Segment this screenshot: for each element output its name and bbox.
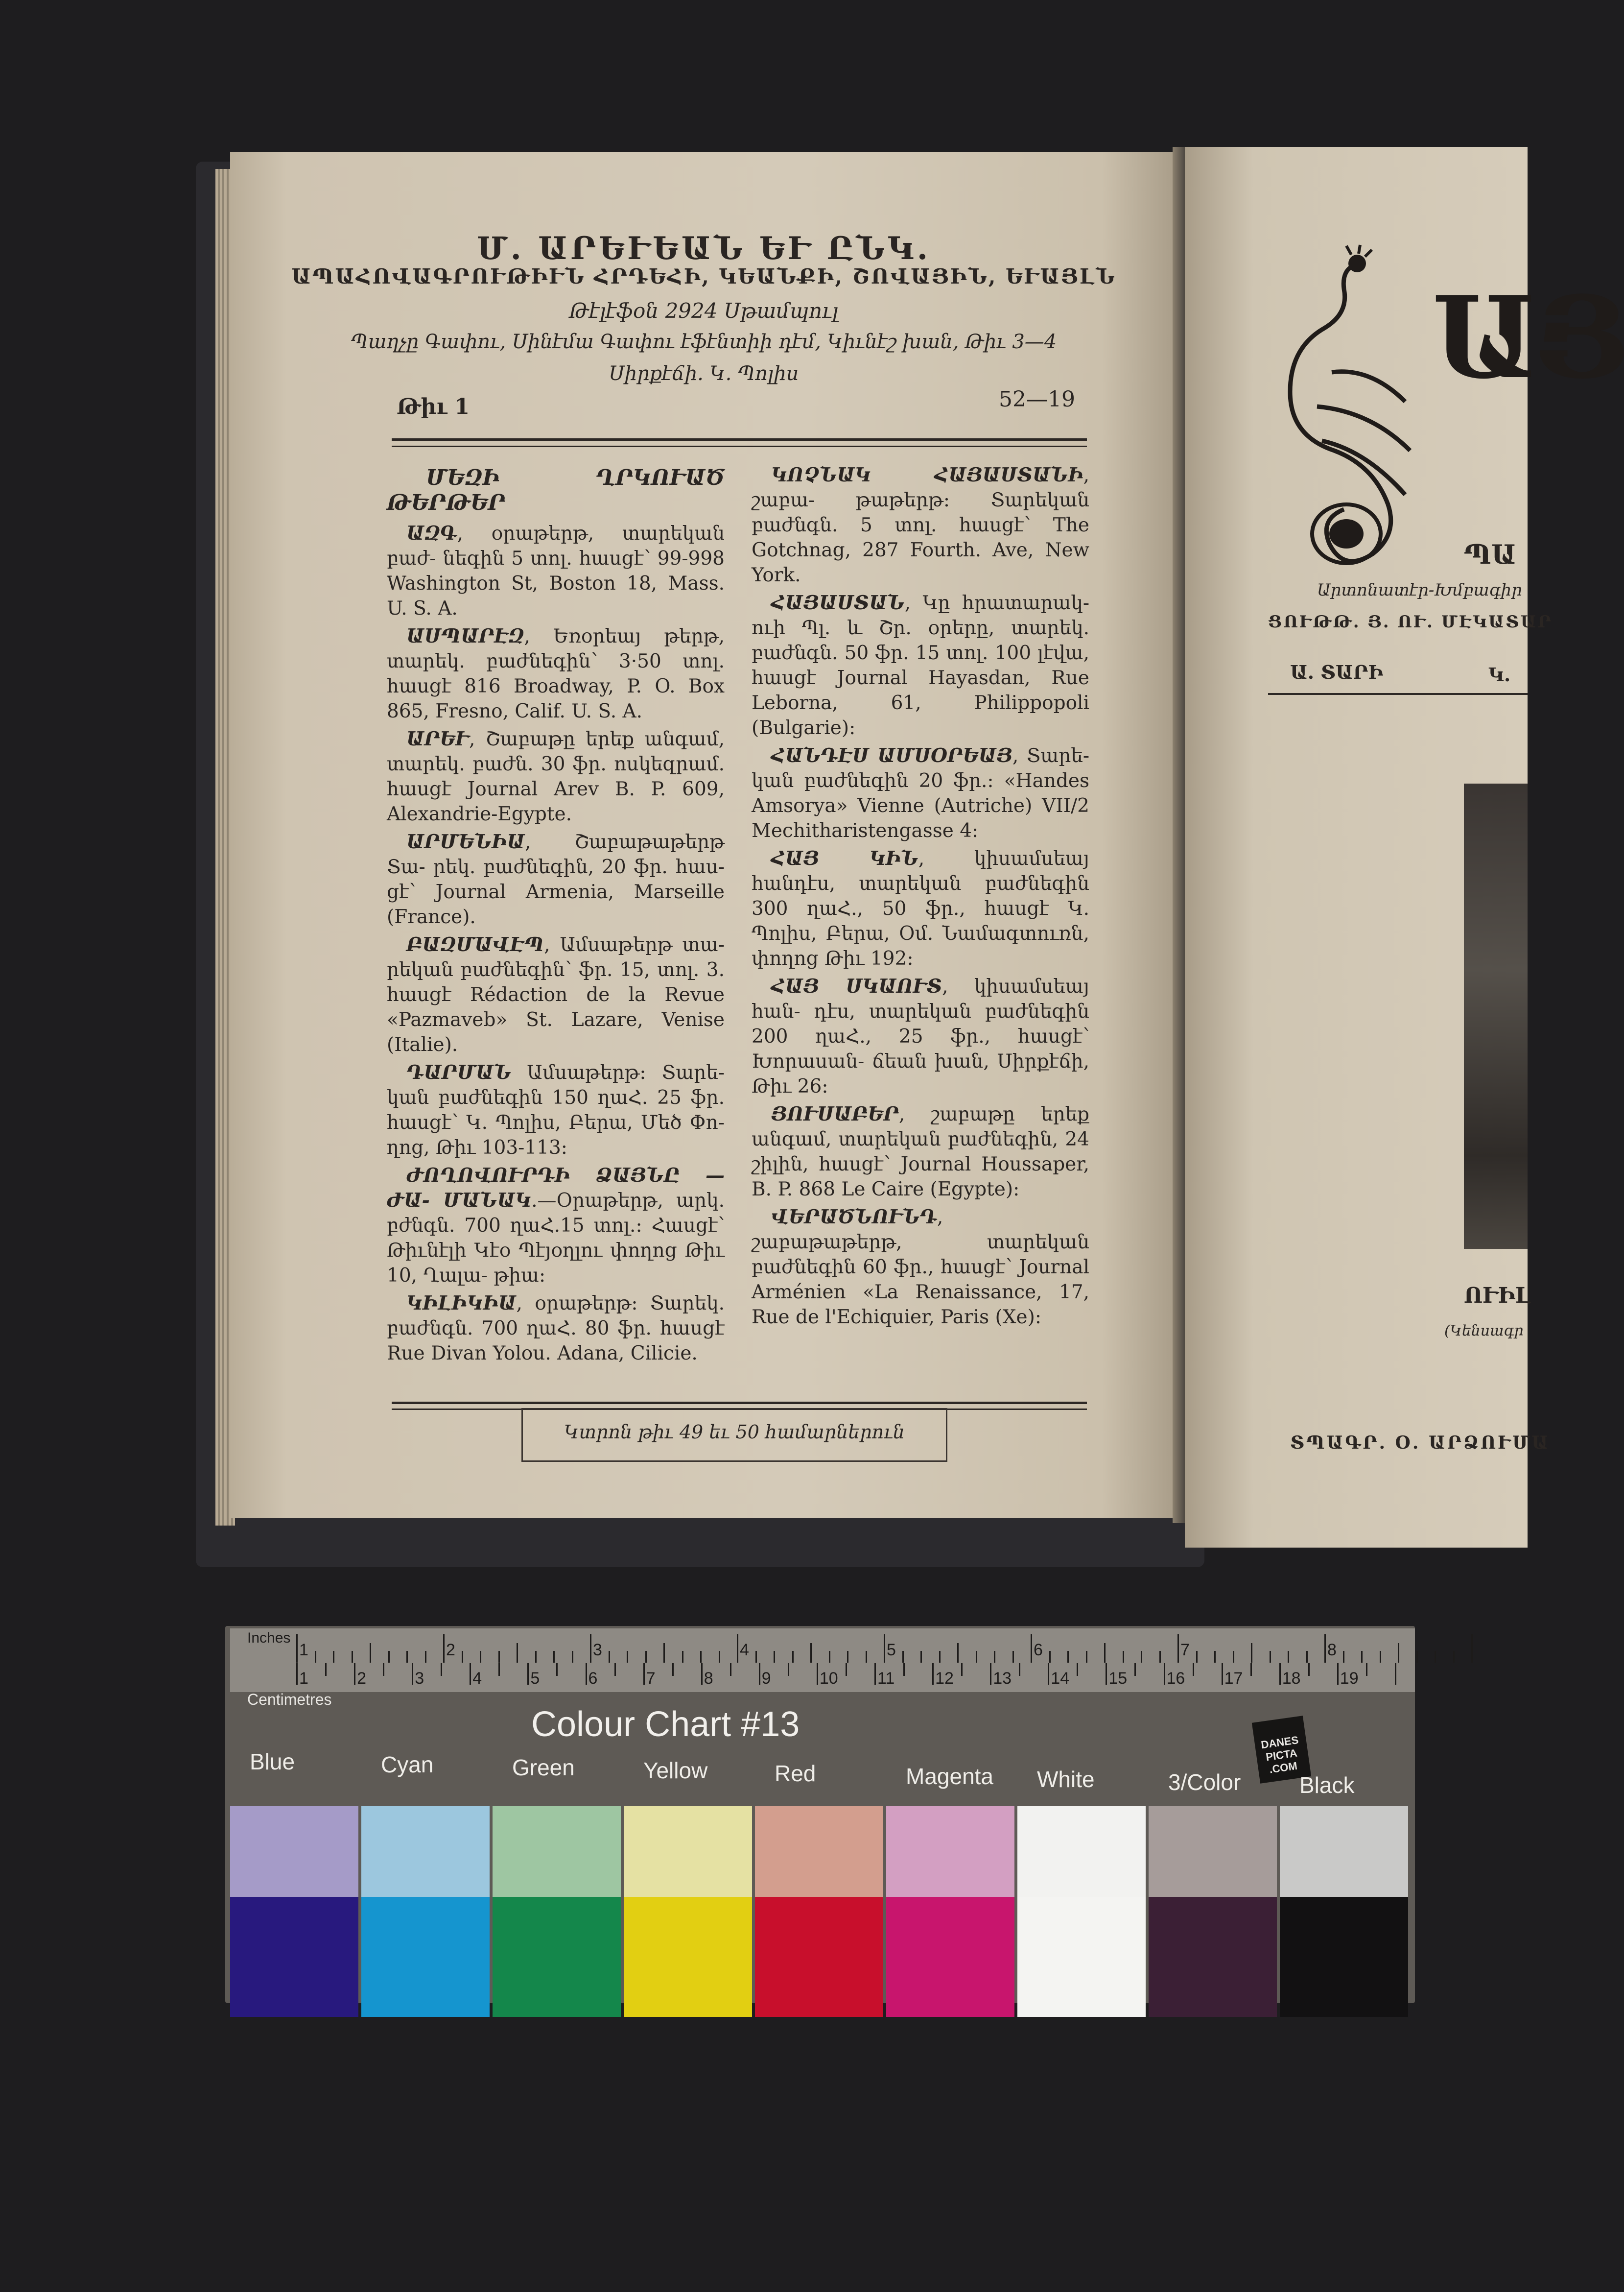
- ruler-inch-tick: [462, 1651, 463, 1663]
- ruler-cm-tick: [903, 1663, 905, 1676]
- colour-swatch-dark: [624, 1897, 752, 2017]
- ruler-cm-number: 6: [588, 1669, 598, 1688]
- listing-entry: ՀԱՅ ԿԻՆ, կիսամսեայ հանդէս, տարեկան բաժնեգին 300 ղաՀ., 50 ֆր., հասցէ Կ. Պոլիս, Բերա, Օմ. Նամագտուռն, փողոց Թիւ 192։: [752, 847, 1089, 970]
- ruler-inch-tick: [1104, 1643, 1106, 1663]
- masthead-subtitle: ՊԱ: [1464, 539, 1516, 570]
- ruler-inch-tick: [884, 1634, 885, 1663]
- listing-name: ԴԱՐՄԱՆ: [406, 1061, 512, 1084]
- issue-number: Թիւ 1: [397, 394, 470, 419]
- listing-text: Եռօրեայ թերթ, տարեկ. բաժնեգին՝ 3·50 տոլ. հասցէ 816 Broadway, P. O. Box 865, Fresno, Calif. U. S. A.: [387, 625, 725, 722]
- ruler-inch-tick: [645, 1651, 647, 1663]
- ruler-cm-tick: [498, 1663, 500, 1676]
- ruler-cm-tick: [1134, 1663, 1136, 1676]
- peacock-ornament-icon: [1273, 245, 1430, 578]
- listing-name: ՅՈՒՍԱԲԵՐ: [771, 1103, 899, 1125]
- listing-entry: [387, 1060, 725, 1160]
- ruler-inch-tick: [994, 1651, 995, 1663]
- ruler-cm-tick: [1366, 1663, 1367, 1676]
- ruler-inch-tick: [829, 1651, 830, 1663]
- ruler-cm-tick: [932, 1663, 934, 1685]
- listing-entry: ԱՐԵՒ, Շաբաթը երեք անգամ, տարեկ. բաժն. 30 ֆր. ոսկեզրամ. հասցէ Journal Arev B. P. 609, Alexandrie-Egypte.: [387, 728, 725, 825]
- ruler-cm-tick: [1077, 1663, 1078, 1676]
- publisher-subtitle: ԱՊԱՀՈՎԱԳՐՈՒԹԻՒՆ ՀՐԴԵՀԻ, ԿԵԱՆՔԻ, ՇՈՎԱՅԻՆ, ԵՒԱՅԼՆ: [291, 264, 1116, 288]
- listing-text: Կը հրատարակ- ուի Պլ. և Շր. օրերը, տարեկ. բաժնգն. 50 ֆր. 15 տոլ. 100 լէվա, հասցէ Journal Hayasdan, Rue Leborna, 61, Philippopoli (Bulgarie)։: [752, 592, 1089, 739]
- listing-text: շաբա- թաթերթ։ Տարեկան բաժնգն. 5 տոլ. հասցէ՝ The Gotchnag, 287 Fourth. Ave, New York.: [752, 489, 1089, 586]
- ruler-cm-number: 17: [1224, 1669, 1243, 1688]
- section-title: ՄԵԶԻ ՂՐԿՈՒԱԾ ԹԵՐԹԵՐ: [387, 465, 725, 515]
- listing-entry: ՎԵՐԱԾՆՈՒՆԴ, շաբաթաթերթ, տարեկան բաժնեգին 60 ֆր., հասցէ՝ Journal Arménien «La Renaissance, 17, Rue de l'Echiquier, Paris (Xe)։: [752, 1206, 1089, 1328]
- colour-swatch-dark: [1280, 1897, 1408, 2017]
- ruler-inch-tick: [627, 1651, 628, 1663]
- listing-text: .—Օրաթերթ, արկ. բժնգն. 700 ղաՀ.15 տոլ.։ Հասցէ՝ Թիւնէլի Կէօ Պէյօղլու փողոց Թիւ 10, Ղալա- թիա։: [387, 1190, 725, 1287]
- ruler-inch-tick: [1435, 1651, 1436, 1663]
- ruler-inch-tick: [1398, 1643, 1399, 1663]
- ruler-inch-tick: [737, 1634, 738, 1663]
- ruler-inch-tick: [315, 1651, 316, 1663]
- footer-rule: [392, 1402, 1087, 1404]
- ruler-inch-tick: [939, 1651, 941, 1663]
- ruler-inch-tick: [388, 1651, 390, 1663]
- ruler-cm-tick: [961, 1663, 963, 1676]
- publisher-phone: Թէլէֆօն 2924 Սթամպուլ: [569, 299, 839, 323]
- ruler-inch-tick: [1306, 1651, 1308, 1663]
- ruler-inch-number: 7: [1180, 1641, 1190, 1659]
- colour-swatch-light: [755, 1806, 883, 1897]
- ruler-inch-tick: [590, 1634, 591, 1663]
- ruler-inch-tick: [1343, 1651, 1344, 1663]
- ruler-cm-label: Centimetres: [247, 1691, 332, 1708]
- masthead-subhead: Արտոնատէր-Խմբագիր: [1317, 580, 1522, 600]
- ruler-inch-tick: [333, 1651, 334, 1663]
- ruler-inch-tick: [1361, 1651, 1363, 1663]
- colour-label: Black: [1299, 1772, 1355, 1798]
- listing-name: ԿՈՉՆԱԿ ՀԱՅԱՍՏԱՆԻ: [771, 464, 1083, 486]
- ruler-cm-number: 19: [1340, 1669, 1359, 1688]
- publisher-address: Պաղչը Գափու, Սինէմա Գափու էֆէնտիի դէմ, Կիւնէշ խան, Թիւ 3—4: [351, 331, 1057, 353]
- ruler-cm-tick: [441, 1663, 442, 1676]
- listing-entry: ԱՐՄԵՆԻԱ, Շաբաթաթերթ Տա- րեկ. բաժնեգին, 20 ֆր. հաս- ցէ՝ Journal Armenia, Marseille (France).: [387, 831, 725, 928]
- publisher-city: Սիրքէճի. Կ. Պոլիս: [609, 362, 799, 385]
- colour-label: Red: [775, 1761, 816, 1786]
- listing-name: ՀԱՆԴԷՍ ԱՄՍՕՐԵԱՅ: [771, 744, 1012, 767]
- ruler-inch-tick: [700, 1651, 702, 1663]
- header-rule-thin: [392, 446, 1087, 447]
- ruler-cm-tick: [672, 1663, 674, 1676]
- ruler-inch-tick: [1380, 1651, 1381, 1663]
- ruler-cm-tick: [383, 1663, 384, 1676]
- ruler-cm-tick: [1395, 1663, 1396, 1685]
- colour-label: Yellow: [643, 1758, 708, 1783]
- listing-name: ԿԻԼԻԿԻԱ: [406, 1292, 517, 1314]
- ruler-inch-tick: [1471, 1634, 1473, 1663]
- listing-text: Ամսաթերթ։ Տարե- կան բաժնեգին 150 ղաՀ. 25 ֆր. հասցէ՝ Կ. Պոլիս, Բերա, Մեծ Փո- ղոց, Թիւ 103-113։: [387, 1062, 725, 1159]
- danes-picta-logo-text: DANES PICTA .COM: [1260, 1734, 1299, 1776]
- ruler-inch-tick: [1159, 1651, 1161, 1663]
- ruler-cm-tick: [354, 1663, 355, 1685]
- ruler-inch-tick: [957, 1643, 959, 1663]
- ruler-inch-tick: [792, 1651, 794, 1663]
- ruler-inch-tick: [1012, 1651, 1014, 1663]
- listing-entry: ԿԻԼԻԿԻԱ, օրաթերթ։ Տարեկ. բաժնգն. 700 ղաՀ. 80 ֆր. հասցէ Rue Divan Yolou. Adana, Cilicie.: [387, 1292, 725, 1364]
- portrait-name: ՈՒԻԼ: [1464, 1283, 1531, 1308]
- ruler-inches-label: Inches: [247, 1630, 291, 1646]
- colour-swatch-light: [361, 1806, 490, 1897]
- listing-text: օրաթերթ, տարեկան բաժ- նեգին 5 տոլ. հասցէ՝ 99-998 Washington St, Boston 18, Mass. U. S. A.: [387, 523, 725, 620]
- footer-note: Կտրոն թիւ 49 եւ 50 համարներուն: [564, 1421, 905, 1443]
- colour-swatch-light: [1017, 1806, 1146, 1897]
- ruler-inch-tick: [866, 1651, 867, 1663]
- ruler-inch-tick: [847, 1651, 848, 1663]
- listing-name: ԱԶԳ: [406, 522, 457, 545]
- ruler-cm-tick: [1222, 1663, 1223, 1685]
- ruler-inch-number: 4: [740, 1641, 749, 1659]
- ruler-inch-tick: [425, 1651, 426, 1663]
- listing-text: կիսամսեայ հանդէս, տարեկան բաժնեգին 300 ղաՀ., 50 ֆր., հասցէ Կ. Պոլիս, Բերա, Օմ. Նամագտուռն, փողոց Թիւ 192։: [752, 848, 1089, 970]
- colour-swatch-light: [1149, 1806, 1277, 1897]
- ruler-inch-number: 6: [1034, 1641, 1043, 1659]
- ruler-cm-number: 9: [761, 1669, 771, 1688]
- ruler-inch-tick: [920, 1651, 922, 1663]
- listing-text: կիսամսեայ հան- դէս, տարեկան բաժնեգին 200 ղաՀ., 25 ֆր., հասցէ՝ Խորասան- ճեան խան, Սիրքէճի, Թիւ 26։: [752, 976, 1089, 1098]
- ruler-inch-tick: [480, 1651, 481, 1663]
- ruler-inch-tick: [443, 1634, 445, 1663]
- listing-entry: ՀԱՅ ՍԿԱՈՒՏ, կիսամսեայ հան- դէս, տարեկան բաժնեգին 200 ղաՀ., 25 ֆր., հասցէ՝ Խորասան- ճեան խան, Սիրքէճի, Թիւ 26։: [752, 975, 1089, 1098]
- listing-text: Ամսաթերթ տա- րեկան բաժնեգին՝ ֆր. 15, տոլ. 3. հասցէ Rédaction de la Revue «Pazmaveb» St. Lazare, Venise (Italie).: [387, 934, 725, 1056]
- masthead-place: Կ.: [1488, 664, 1511, 686]
- ruler-inch-tick: [1288, 1651, 1289, 1663]
- listing-entry: ԱԶԳ, օրաթերթ, տարեկան բաժ- նեգին 5 տոլ. հասցէ՝ 99-998 Washington St, Boston 18, Mass. U. S. A.: [387, 522, 725, 620]
- ruler-cm-number: 5: [530, 1669, 540, 1688]
- ruler-cm-tick: [325, 1663, 327, 1676]
- ruler-cm-number: 7: [646, 1669, 656, 1688]
- ruler-cm-tick: [846, 1663, 847, 1676]
- listing-entry: ՅՈՒՍԱԲԵՐ, շաբաթը երեք անգամ, տարեկան բաժնեգին, 24 շիլին, հասցէ՝ Journal Houssaper, B. P. 868 Le Caire (Egypte)։: [752, 1103, 1090, 1200]
- ruler-cm-tick: [759, 1663, 760, 1685]
- ruler-inch-tick: [663, 1643, 665, 1663]
- ruler-inch-tick: [1049, 1651, 1051, 1663]
- masthead-year: Ա. ՏԱՐԻ: [1290, 661, 1383, 683]
- ruler-cm-tick: [296, 1663, 298, 1685]
- ruler-inch-tick: [1141, 1651, 1142, 1663]
- ruler-inch-number: 1: [299, 1641, 308, 1659]
- ruler-cm-tick: [788, 1663, 789, 1676]
- colour-swatch-light: [624, 1806, 752, 1897]
- ruler-cm-tick: [874, 1663, 876, 1685]
- ruler-inch-tick: [719, 1651, 720, 1663]
- ruler-cm-tick: [527, 1663, 529, 1685]
- page-range: 52—19: [999, 387, 1075, 412]
- colour-label: Blue: [250, 1749, 295, 1774]
- masthead-title: ԱՅ: [1432, 272, 1624, 404]
- listing-name: ՎԵՐԱԾՆՈՒՆԴ: [771, 1206, 937, 1228]
- ruler-cm-tick: [817, 1663, 818, 1685]
- ruler-inch-tick: [572, 1651, 573, 1663]
- listing-name: ԺՈՂՈՎՈՒՐԴԻ ՁԱՅՆԸ — ԺԱ- ՄԱՆԱԿ: [387, 1164, 725, 1212]
- ruler-inch-tick: [370, 1643, 371, 1663]
- colour-swatch-dark: [1017, 1897, 1146, 2017]
- publisher-name: Մ. ԱՐԵՒԵԱՆ ԵՒ ԸՆԿ.: [477, 230, 931, 267]
- ruler-cm-tick: [470, 1663, 471, 1685]
- ruler-cm-number: 10: [819, 1669, 838, 1688]
- ruler-cm-tick: [1308, 1663, 1310, 1676]
- portrait-photo: [1464, 784, 1528, 1249]
- colour-label: Cyan: [381, 1752, 434, 1777]
- ruler-cm-tick: [586, 1663, 587, 1685]
- colour-label: 3/Color: [1168, 1769, 1241, 1795]
- colour-label: Green: [512, 1755, 575, 1780]
- ruler-inch-tick: [1067, 1651, 1069, 1663]
- ruler-inch-tick: [1086, 1651, 1087, 1663]
- ruler-inch-tick: [553, 1651, 555, 1663]
- ruler-cm-number: 11: [877, 1669, 895, 1688]
- ruler-inch-number: 3: [593, 1641, 602, 1659]
- listing-text: օրաթերթ։ Տարեկ. բաժնգն. 700 ղաՀ. 80 ֆր. հասցէ Rue Divan Yolou. Adana, Cilicie.: [387, 1292, 725, 1364]
- colour-label: Magenta: [906, 1764, 994, 1789]
- listing-entry: ՀԱՆԴԷՍ ԱՄՍՕՐԵԱՅ, Տարե- կան բաժնեգին 20 ֆր.։ «Handes Amsorya» Vienne (Autriche) VII/2 Mechitharistengasse 4։: [752, 744, 1089, 842]
- ruler-inch-number: 2: [446, 1641, 455, 1659]
- colour-swatch-light: [886, 1806, 1014, 1897]
- ruler-inch-tick: [352, 1651, 353, 1663]
- ruler-inch-tick: [1270, 1651, 1271, 1663]
- colour-swatch-light: [1280, 1806, 1408, 1897]
- ruler-cm-tick: [730, 1663, 731, 1676]
- ruler-inch-tick: [1251, 1643, 1252, 1663]
- ruler-inch-tick: [535, 1651, 537, 1663]
- colour-chart-title: Colour Chart #13: [531, 1705, 800, 1744]
- colour-swatch-light: [230, 1806, 358, 1897]
- ruler-inch-tick: [1233, 1651, 1234, 1663]
- ruler-inch-tick: [976, 1651, 977, 1663]
- listing-text: շաբաթաթերթ, տարեկան բաժնեգին 60 ֆր., հասցէ՝ Journal Arménien «La Renaissance, 17, Rue de l'Echiquier, Paris (Xe)։: [752, 1231, 1089, 1328]
- listing-name: ՀԱՅ ՍԿԱՈՒՏ: [771, 975, 942, 998]
- ruler-inch-tick: [1416, 1651, 1418, 1663]
- ruler-inch-tick: [609, 1651, 610, 1663]
- masthead-rule: [1268, 693, 1528, 695]
- ruler-inch-tick: [498, 1651, 500, 1663]
- ruler-cm-number: 4: [472, 1669, 482, 1688]
- listing-entry: ԿՈՉՆԱԿ ՀԱՅԱՍՏԱՆԻ, շաբա- թաթերթ։ Տարեկան բաժնգն. 5 տոլ. հասցէ՝ The Gotchnag, 287 Fourth. Ave, New York.: [752, 464, 1089, 586]
- listing-entry: ՀԱՅԱՍՏԱՆ, Կը հրատարակ- ուի Պլ. և Շր. օրերը, տարեկ. բաժնգն. 50 ֆր. 15 տոլ. 100 լէվա, հասցէ Journal Hayasdan, Rue Leborna, 61, Philippopoli (Bulgarie)։: [752, 592, 1089, 739]
- colour-swatch-dark: [1149, 1897, 1277, 2017]
- ruler-cm-tick: [701, 1663, 703, 1685]
- ruler-cm-number: 14: [1051, 1669, 1070, 1688]
- ruler-cm-number: 3: [415, 1669, 424, 1688]
- listing-name: ԱՐՄԵՆԻԱ: [406, 831, 525, 853]
- ruler-cm-number: 8: [704, 1669, 713, 1688]
- ruler-inch-number: 5: [887, 1641, 896, 1659]
- ruler-cm-number: 1: [299, 1669, 308, 1688]
- listing-name: ՀԱՅ ԿԻՆ: [771, 847, 918, 870]
- ruler-cm-tick: [990, 1663, 991, 1685]
- listing-name: ԱՐԵՒ: [406, 728, 469, 750]
- portrait-caption: (Կենսագր: [1444, 1322, 1524, 1339]
- listing-text: շաբաթը երեք անգամ, տարեկան բաժնեգին, 24 շիլին, հասցէ՝ Journal Houssaper, B. P. 868 Le Caire (Egypte)։: [752, 1103, 1090, 1200]
- ruler-cm-tick: [1250, 1663, 1252, 1676]
- ruler-cm-number: 12: [935, 1669, 954, 1688]
- right-column: [752, 463, 1089, 1333]
- listing-entry: ԲԱԶՄԱՎԷՊ, Ամսաթերթ տա- րեկան բաժնեգին՝ ֆր. 15, տոլ. 3. հասցէ Rédaction de la Revue «Pazmaveb» St. Lazare, Venise (Italie).: [387, 933, 725, 1056]
- ruler-inch-tick: [682, 1651, 683, 1663]
- listing-name: ԲԱԶՄԱՎԷՊ: [406, 933, 544, 956]
- ruler-cm-tick: [412, 1663, 413, 1685]
- ruler-inch-tick: [1196, 1651, 1198, 1663]
- listing-entry: ԱՍՊԱՐԷԶ, Եռօրեայ թերթ, տարեկ. բաժնեգին՝ 3·50 տոլ. հասցէ 816 Broadway, P. O. Box 865, Fresno, Calif. U. S. A.: [387, 625, 725, 722]
- header-rule: [392, 438, 1087, 441]
- ruler-inch-tick: [296, 1634, 298, 1663]
- listing-text: Տարե- կան բաժնեգին 20 ֆր.։ «Handes Amsorya» Vienne (Autriche) VII/2 Mechitharistengasse 4։: [752, 745, 1089, 842]
- colour-swatch-dark: [886, 1897, 1014, 2017]
- ruler-inch-tick: [1123, 1651, 1124, 1663]
- ruler-cm-number: 16: [1166, 1669, 1185, 1688]
- printer-line: ՏՊԱԳՐ. Օ. ԱՐՁՈՒՄԱ: [1290, 1432, 1551, 1453]
- ruler-cm-tick: [643, 1663, 645, 1685]
- masthead-editor: ՑՈՒԹԹ. Յ. ՈՒ. ՄԷԿԱՏԱՐ: [1268, 612, 1553, 632]
- ruler-cm-number: 18: [1282, 1669, 1301, 1688]
- ruler-inch-tick: [810, 1643, 812, 1663]
- ruler-cm-tick: [1048, 1663, 1049, 1685]
- ruler-inch-tick: [774, 1651, 775, 1663]
- ruler-cm-tick: [1193, 1663, 1194, 1676]
- colour-swatch-dark: [230, 1897, 358, 2017]
- left-column: [387, 465, 725, 1369]
- ruler-cm-tick: [556, 1663, 558, 1676]
- ruler-cm-tick: [614, 1663, 616, 1676]
- colour-swatch-dark: [361, 1897, 490, 2017]
- ruler-inch-tick: [406, 1651, 408, 1663]
- ruler-inch-tick: [902, 1651, 904, 1663]
- ruler-inch-tick: [1031, 1634, 1032, 1663]
- listing-text: Շաբաթը երեք անգամ, տարեկ. բաժն. 30 ֆր. ոսկեզրամ. հասցէ Journal Arev B. P. 609, Alexandrie-Egypte.: [387, 728, 725, 825]
- listing-text: Շաբաթաթերթ Տա- րեկ. բաժնեգին, 20 ֆր. հաս- ցէ՝ Journal Armenia, Marseille (France).: [387, 831, 725, 928]
- ruler-cm-tick: [1337, 1663, 1339, 1685]
- ruler-cm-tick: [1164, 1663, 1165, 1685]
- ruler-cm-tick: [1106, 1663, 1107, 1685]
- ruler-inch-tick: [1177, 1634, 1179, 1663]
- ruler-cm-number: 13: [993, 1669, 1012, 1688]
- colour-swatch-light: [493, 1806, 621, 1897]
- ruler-cm-tick: [1019, 1663, 1020, 1676]
- ruler-inch-tick: [1324, 1634, 1326, 1663]
- ruler-inch-tick: [1453, 1651, 1455, 1663]
- ruler-cm-number: 15: [1108, 1669, 1128, 1688]
- listing-entry: [387, 1163, 725, 1288]
- ruler-inch-tick: [755, 1651, 757, 1663]
- colour-swatch-dark: [493, 1897, 621, 2017]
- ruler-cm-number: 2: [357, 1669, 367, 1688]
- listing-name: ԱՍՊԱՐԷԶ: [406, 625, 524, 647]
- ruler-cm-tick: [1279, 1663, 1281, 1685]
- listing-name: ՀԱՅԱՍՏԱՆ: [771, 592, 905, 614]
- ruler-inch-tick: [517, 1643, 518, 1663]
- colour-swatch-dark: [755, 1897, 883, 2017]
- colour-label: White: [1037, 1767, 1095, 1792]
- ruler-inch-number: 8: [1327, 1641, 1337, 1659]
- ruler-inch-tick: [1214, 1651, 1216, 1663]
